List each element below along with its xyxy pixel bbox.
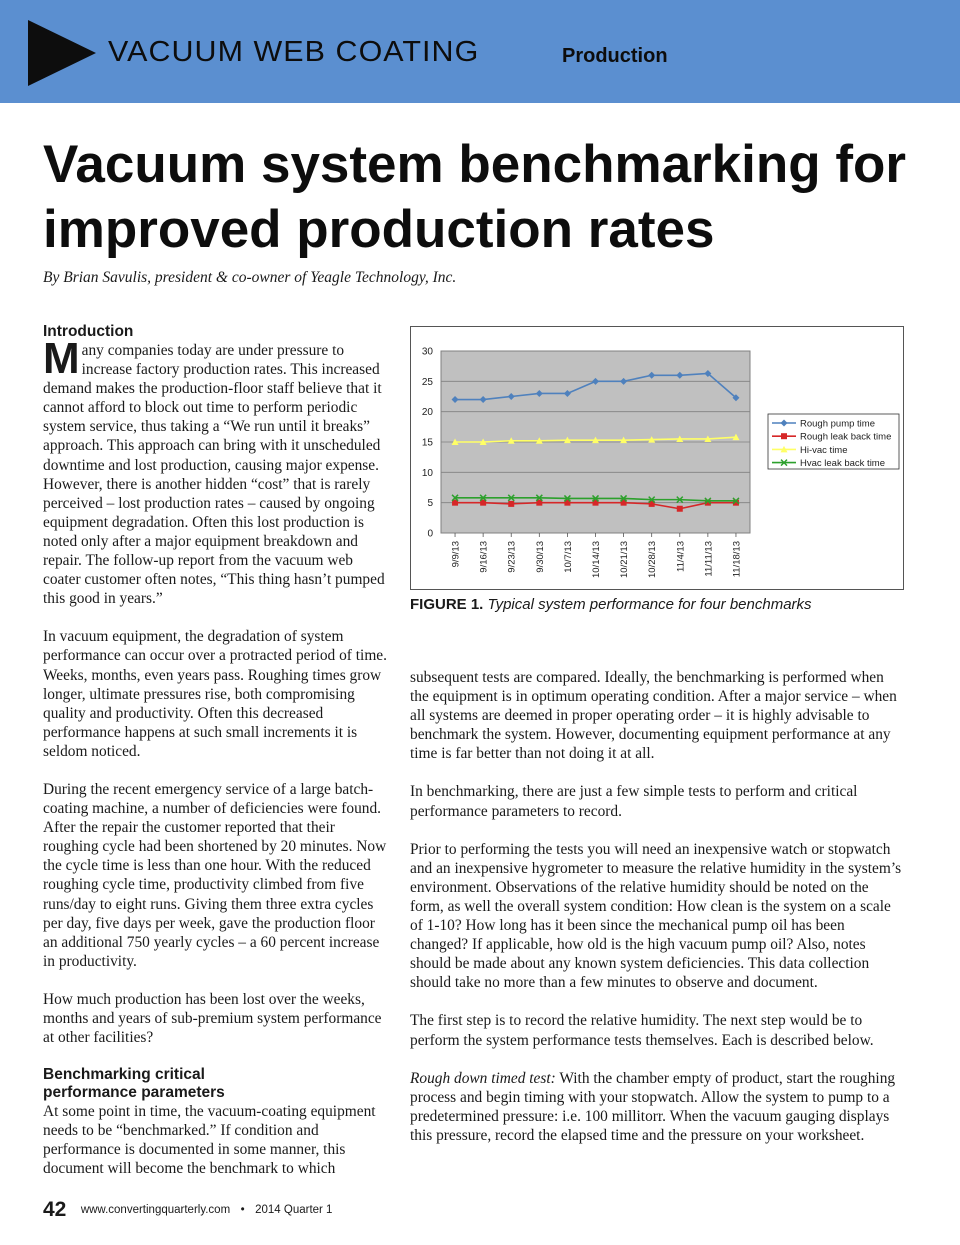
paragraph: Rough down timed test: With the chamber empty of product, start the roughing process and begin timing with your stopwatch. Allow the system to pump to a predetermined pressure: i.e. 100 millitorr. When the vacuum gauging displays this pressure, record the elapsed time and the pressure on your worksheet. bbox=[410, 1069, 896, 1144]
x-tick-label: 10/28/13 bbox=[647, 541, 659, 578]
paragraph: Many companies today are under pressure to increase factory production rates. This increased demand makes the production-floor staff believe that it cannot afford to block out time to perform periodic system service, thus taking a “We run until it breaks” approach. This approach can bring with it unscheduled downtime and lost production, causing major expense. However, there is another hidden “cost” that is rarely perceived – lost production rates – caused by ongoing equipment degradation. Often this lost production is noted only after a major equipment breakdown and repair. The follow-up report from the vacuum web coater customer often notes, “This thing hasn’t pumped this good in years.” bbox=[43, 334, 385, 608]
y-tick-label: 5 bbox=[427, 498, 433, 510]
figure-label: FIGURE 1. bbox=[410, 596, 484, 613]
byline: By Brian Savulis, president & co-owner of Yeagle Technology, Inc. bbox=[43, 269, 457, 286]
footer-issue: 2014 Quarter 1 bbox=[255, 1204, 333, 1216]
figure-caption-text: Typical system performance for four benchmarks bbox=[487, 596, 812, 613]
figure-chart bbox=[410, 326, 904, 590]
x-tick-label: 9/23/13 bbox=[506, 541, 518, 573]
x-tick-label: 9/30/13 bbox=[534, 541, 546, 573]
left-column bbox=[43, 323, 390, 1198]
x-tick-label: 9/16/13 bbox=[478, 541, 490, 573]
paragraph: In vacuum equipment, the degradation of system performance can occur over a protracted period of time. Weeks, months, even years pass. Roughing times grow longer, ultimate pressures rise, both compromising quality and productivity. Often this decreased performance happens at such small increments it is seldom noticed. bbox=[43, 628, 387, 760]
legend-label: Rough pump time bbox=[800, 418, 875, 430]
paragraph: How much production has been lost over the weeks, months and years of sub-premium system performance at other facilities? bbox=[43, 990, 382, 1047]
line-chart bbox=[411, 327, 903, 589]
paragraph: At some point in time, the vacuum-coating equipment needs to be “benchmarked.” If condition and performance is documented in some manner, this document will become the benchmark to which bbox=[43, 1103, 376, 1178]
legend-label: Hvac leak back time bbox=[800, 458, 886, 470]
x-tick-label: 9/9/13 bbox=[450, 541, 462, 568]
benchmark-heading: Benchmarking critical performance parameters bbox=[43, 1066, 225, 1102]
x-tick-label: 10/14/13 bbox=[591, 541, 602, 578]
y-tick-label: 30 bbox=[421, 346, 433, 358]
right-column bbox=[410, 668, 905, 1164]
page-number: 42 bbox=[43, 1198, 67, 1221]
drop-cap: M bbox=[43, 334, 80, 383]
x-tick-label: 10/7/13 bbox=[562, 541, 574, 573]
section-label: Production bbox=[562, 45, 668, 67]
x-tick-label: 11/4/13 bbox=[675, 541, 687, 572]
y-tick-label: 25 bbox=[421, 376, 433, 388]
y-tick-label: 0 bbox=[427, 528, 433, 540]
footer-url: www.convertingquarterly.com bbox=[80, 1204, 231, 1216]
paragraph: Prior to performing the tests you will need an inexpensive watch or stopwatch and an inexpensive hygrometer to measure the relative humidity in the system’s environment. Observations of the relative humidity should be noted on the form, as well the overall system condition: How clean is the system on a scale of 1-10? How long has it been since the mechanical pump oil has been changed? If applicable, how old is the high vacuum pump oil? Also, notes should be made about any known system deficiencies. This data collection should take no more than a few minutes to observe and document. bbox=[410, 840, 902, 992]
paragraph: The first step is to record the relative humidity. The next step would be to perform the system performance tests themselves. Each is described below. bbox=[410, 1012, 874, 1049]
play-triangle-icon bbox=[28, 20, 96, 86]
y-tick-label: 15 bbox=[421, 437, 433, 449]
paragraph: subsequent tests are compared. Ideally, the benchmarking is performed when the equipment is in optimum operating condition. After a major service – when all systems are deemed in proper operating order – it is highly advisable to benchmark the system. However, documenting equipment performance at any time is far better than not doing it at all. bbox=[410, 669, 897, 763]
article-title: Vacuum system benchmarking for improved production rates bbox=[43, 135, 907, 259]
x-tick-label: 10/21/13 bbox=[619, 541, 631, 578]
data-point bbox=[677, 506, 683, 512]
legend-label: Hi-vac time bbox=[800, 444, 848, 456]
masthead-band bbox=[0, 0, 960, 103]
intro-heading: Introduction bbox=[43, 323, 134, 340]
magazine-section-title: VACUUM WEB COATING bbox=[108, 36, 480, 68]
footer-separator: • bbox=[240, 1204, 245, 1216]
page-footer bbox=[43, 1198, 332, 1222]
legend-label: Rough leak back time bbox=[800, 431, 892, 443]
test-lead: Rough down timed test: bbox=[410, 1069, 556, 1087]
data-point bbox=[508, 501, 514, 507]
paragraph: In benchmarking, there are just a few simple tests to perform and critical performance parameters to record. bbox=[410, 783, 858, 820]
paragraph: During the recent emergency service of a large batch-coating machine, a number of deficiencies were found. After the repair the customer reported that their roughing cycle had been shortened by 20 minutes. Now the cycle time is less than one hour. With the reduced roughing cycle time, productivity climbed from five runs/day to eight runs. Giving them three extra cycles per day, five days per week, gave the production floor an additional 750 yearly cycles – a 60 percent increase in productivity. bbox=[43, 780, 387, 970]
y-tick-label: 20 bbox=[421, 407, 433, 419]
x-tick-label: 11/18/13 bbox=[731, 541, 743, 578]
figure-caption bbox=[410, 596, 812, 613]
y-tick-label: 10 bbox=[421, 467, 433, 479]
x-tick-label: 11/11/13 bbox=[703, 541, 715, 577]
legend-marker bbox=[781, 433, 787, 439]
